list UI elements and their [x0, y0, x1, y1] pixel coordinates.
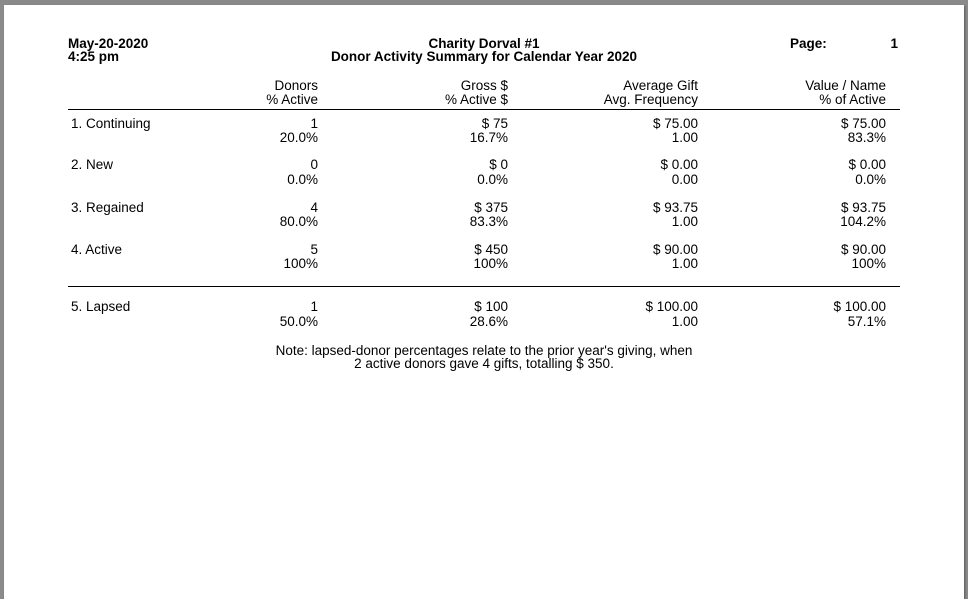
cell: $ 0	[489, 157, 508, 172]
cell: $ 93.75	[840, 200, 886, 215]
cell: 50.0%	[279, 314, 318, 329]
column-subheader-value: % of Active	[819, 92, 886, 107]
cell: 1.00	[671, 130, 698, 145]
section-divider	[68, 286, 900, 287]
cell: $ 375	[474, 200, 508, 215]
cell: 28.6%	[469, 314, 508, 329]
row-label-active: 4. Active	[71, 242, 123, 257]
cell: 1.00	[671, 214, 698, 229]
page-number: 1	[890, 36, 898, 51]
cell: 1.00	[671, 256, 698, 271]
cell: $ 75	[481, 116, 508, 131]
cell: 16.7%	[469, 130, 508, 145]
cell: $ 93.75	[652, 200, 698, 215]
cell: $ 100.00	[833, 299, 886, 314]
cell: $ 100.00	[645, 299, 698, 314]
cell: 57.1%	[847, 314, 886, 329]
column-subheader-average: Avg. Frequency	[603, 92, 698, 107]
report-title: Donor Activity Summary for Calendar Year 2020	[330, 49, 638, 64]
cell: 1	[310, 299, 318, 314]
cell: 0	[310, 157, 318, 172]
cell: 100%	[851, 256, 886, 271]
header-divider	[68, 109, 900, 110]
column-header-gross: Gross $	[460, 78, 508, 93]
cell: 0.0%	[287, 172, 318, 187]
cell: $ 75.00	[652, 116, 698, 131]
column-subheader-donors: % Active	[266, 92, 318, 107]
row-label-lapsed: 5. Lapsed	[71, 299, 131, 314]
report-page	[4, 5, 964, 599]
cell: 0.0%	[855, 172, 886, 187]
cell: $ 0.00	[660, 157, 698, 172]
note-line-2: 2 active donors gave 4 gifts, totalling $ 350.	[354, 356, 614, 371]
cell: 4	[310, 200, 318, 215]
column-header-value: Value / Name	[805, 78, 886, 93]
cell: 1.00	[671, 314, 698, 329]
report-time: 4:25 pm	[68, 49, 120, 64]
organization-name: Charity Dorval #1	[428, 36, 540, 51]
cell: 1	[310, 116, 318, 131]
cell: $ 100	[474, 299, 508, 314]
note-line-1: Note: lapsed-donor percentages relate to the prior year's giving, when	[275, 343, 693, 358]
row-label-regained: 3. Regained	[71, 200, 144, 215]
cell: 100%	[283, 256, 318, 271]
cell: $ 0.00	[848, 157, 886, 172]
cell: 83.3%	[847, 130, 886, 145]
cell: $ 90.00	[840, 242, 886, 257]
row-label-continuing: 1. Continuing	[71, 116, 151, 131]
cell: $ 90.00	[652, 242, 698, 257]
column-header-donors: Donors	[274, 78, 318, 93]
cell: 5	[310, 242, 318, 257]
report-date: May-20-2020	[68, 36, 149, 51]
cell: 100%	[473, 256, 508, 271]
column-header-average: Average Gift	[623, 78, 698, 93]
cell: 0.00	[671, 172, 698, 187]
column-subheader-gross: % Active $	[444, 92, 508, 107]
cell: $ 75.00	[840, 116, 886, 131]
cell: 20.0%	[279, 130, 318, 145]
cell: 104.2%	[840, 214, 886, 229]
row-label-new: 2. New	[71, 157, 114, 172]
page-label: Page:	[790, 36, 827, 51]
cell: 80.0%	[279, 214, 318, 229]
cell: 0.0%	[477, 172, 508, 187]
cell: 83.3%	[469, 214, 508, 229]
cell: $ 450	[474, 242, 508, 257]
